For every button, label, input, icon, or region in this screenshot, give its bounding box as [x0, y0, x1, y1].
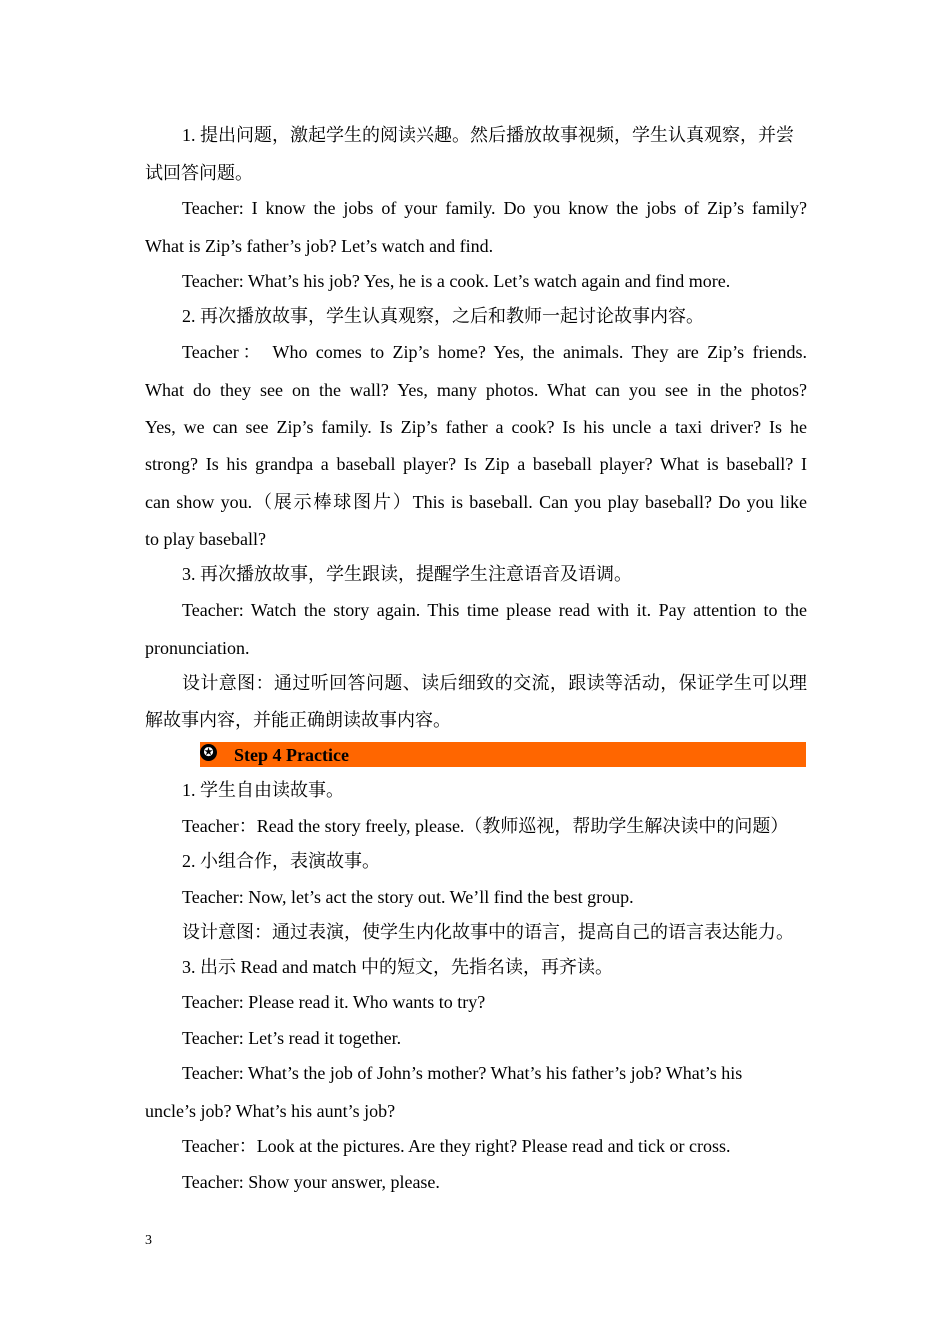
paragraph-5-line-1: Teacher： Who comes to Zip’s home? Yes, the animals. They are Zip’s friends. — [182, 342, 807, 362]
paragraph-8-line-1: 设计意图：通过听回答问题、读后细致的交流，跟读等活动，保证学生可以理 — [182, 673, 807, 693]
paragraph-2-line-2: What is Zip’s father’s job? Let’s watch and find. — [145, 236, 494, 256]
paragraph-16: Teacher: Let’s read it together. — [182, 1028, 402, 1048]
paragraph-10: Teacher：Read the story freely, please.（教师巡视，帮助学生解决读中的问题） — [182, 816, 789, 836]
paragraph-2-line-1: Teacher: I know the jobs of your family. Do you know the jobs of Zip’s family? — [182, 198, 807, 218]
paragraph-12: Teacher: Now, let’s act the story out. We’ll find the best group. — [182, 887, 634, 907]
paragraph-4: 2. 再次播放故事，学生认真观察，之后和教师一起讨论故事内容。 — [182, 306, 704, 326]
paragraph-5-line-5: can show you.（展示棒球图片）This is baseball. Can you play baseball? Do you like — [145, 492, 807, 512]
paragraph-6: 3. 再次播放故事，学生跟读，提醒学生注意语音及语调。 — [182, 564, 632, 584]
paragraph-18: Teacher：Look at the pictures. Are they right? Please read and tick or cross. — [182, 1136, 731, 1156]
paragraph-17-line-1: Teacher: What’s the job of John’s mother? What’s his father’s job? What’s his — [182, 1063, 743, 1083]
paragraph-17-line-2: uncle’s job? What’s his aunt’s job? — [145, 1101, 396, 1121]
paragraph-15: Teacher: Please read it. Who wants to try? — [182, 992, 486, 1012]
paragraph-3: Teacher: What’s his job? Yes, he is a cook. Let’s watch again and find more. — [182, 271, 731, 291]
paragraph-5-line-6: to play baseball? — [145, 529, 266, 549]
paragraph-5-line-3: Yes, we can see Zip’s family. Is Zip’s father a cook? Is his uncle a taxi driver? Is he — [145, 417, 807, 437]
paragraph-19: Teacher: Show your answer, please. — [182, 1172, 440, 1192]
paragraph-5-line-2: What do they see on the wall? Yes, many photos. What can you see in the photos? — [145, 380, 807, 400]
paragraph-11: 2. 小组合作，表演故事。 — [182, 851, 380, 871]
paragraph-1-line-2: 试回答问题。 — [145, 163, 253, 183]
paragraph-1-line-1: 1. 提出问题，激起学生的阅读兴趣。然后播放故事视频，学生认真观察，并尝 — [182, 125, 794, 145]
paragraph-13: 设计意图：通过表演，使学生内化故事中的语言，提高自己的语言表达能力。 — [182, 922, 794, 942]
step-heading-title: Step 4 Practice — [234, 745, 349, 765]
page-number: 3 — [145, 1233, 152, 1248]
star-circle-icon: ✪ — [200, 744, 217, 761]
paragraph-14: 3. 出示 Read and match 中的短文，先指名读，再齐读。 — [182, 957, 613, 977]
paragraph-5-line-4: strong? Is his grandpa a baseball player? Is Zip a baseball player? What is baseball? I — [145, 454, 807, 474]
paragraph-7-line-1: Teacher: Watch the story again. This time please read with it. Pay attention to the — [182, 600, 807, 620]
paragraph-9: 1. 学生自由读故事。 — [182, 780, 344, 800]
paragraph-8-line-2: 解故事内容，并能正确朗读故事内容。 — [145, 710, 451, 730]
paragraph-7-line-2: pronunciation. — [145, 638, 250, 658]
